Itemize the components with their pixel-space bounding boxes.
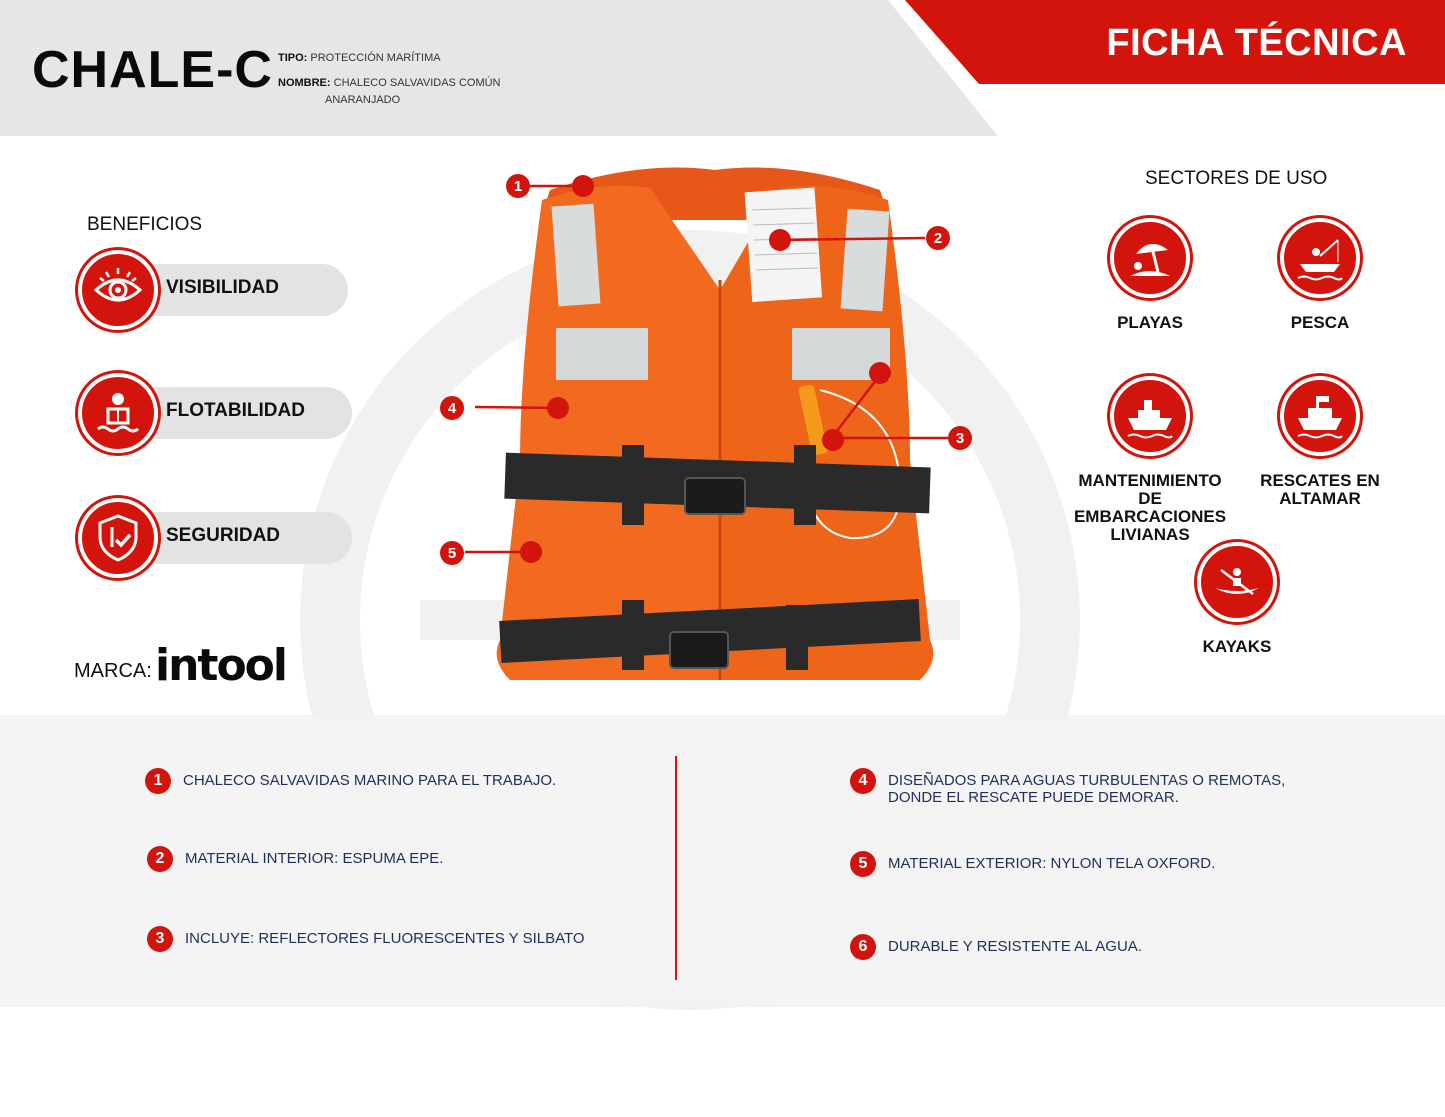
feature-text: DISEÑADOS PARA AGUAS TURBULENTAS O REMOTAS, DONDE EL RESCATE PUEDE DEMORAR. — [888, 772, 1286, 806]
feature-text: DURABLE Y RESISTENTE AL AGUA. — [888, 938, 1142, 955]
model-code: CHALE-C — [32, 41, 273, 99]
feature-item-3 — [147, 930, 635, 952]
feature-number: 5 — [850, 851, 876, 877]
sector-label-line: DE EMBARCACIONES — [1073, 489, 1227, 526]
feature-text: MATERIAL EXTERIOR: NYLON TELA OXFORD. — [888, 855, 1216, 872]
sector-label-line: RESCATES EN — [1260, 471, 1380, 490]
feature-number: 3 — [147, 926, 173, 952]
sector-fishing — [1230, 218, 1410, 332]
feature-text: MATERIAL INTERIOR: ESPUMA EPE. — [185, 850, 444, 867]
fishing-boat-icon — [1280, 218, 1360, 298]
vest-marker-5: 5 — [440, 541, 464, 565]
ship-icon — [1110, 376, 1190, 456]
vest-marker-3: 3 — [948, 426, 972, 450]
vest-marker-1: 1 — [506, 174, 530, 198]
sector-label — [1060, 472, 1240, 544]
sector-label-line: ALTAMAR — [1279, 489, 1361, 508]
feature-number: 6 — [850, 934, 876, 960]
sector-label — [1230, 472, 1410, 508]
sector-offshore-rescue — [1230, 376, 1410, 508]
name-value: CHALECO SALVAVIDAS COMÚN — [333, 77, 501, 89]
name-value-continued: ANARANJADO — [325, 94, 401, 106]
kayak-icon — [1197, 542, 1277, 622]
feature-item-4 — [850, 772, 1338, 806]
vest-marker-4: 4 — [440, 396, 464, 420]
feature-item-1 — [145, 772, 633, 794]
sector-label: KAYAKS — [1202, 637, 1272, 656]
features-divider — [675, 756, 677, 980]
name-line — [278, 77, 501, 89]
brand-logo: intool — [155, 640, 286, 691]
feature-number: 4 — [850, 768, 876, 794]
brand-label: MARCA: — [74, 660, 152, 682]
shield-check-icon — [78, 498, 158, 578]
sector-beaches — [1060, 218, 1240, 332]
feature-item-2 — [147, 850, 635, 872]
feature-text: CHALECO SALVAVIDAS MARINO PARA EL TRABAJO. — [183, 772, 557, 789]
sector-label-line: MANTENIMIENTO — [1078, 471, 1222, 490]
sector-label-line: LIVIANAS — [1110, 525, 1190, 544]
benefit-safety — [78, 498, 318, 578]
lifevest-person-icon — [78, 373, 158, 453]
beach-umbrella-icon — [1110, 218, 1190, 298]
sector-vessel-maintenance — [1060, 376, 1240, 544]
sector-label: PESCA — [1290, 313, 1350, 332]
feature-item-5 — [850, 855, 1338, 877]
benefits-title: BENEFICIOS — [87, 214, 203, 235]
life-vest-image — [480, 160, 950, 700]
benefit-label: VISIBILIDAD — [166, 277, 279, 298]
type-label: TIPO: — [278, 52, 308, 64]
sector-label: PLAYAS — [1117, 313, 1183, 332]
vest-marker-2: 2 — [926, 226, 950, 250]
type-value: PROTECCIÓN MARÍTIMA — [310, 52, 441, 64]
benefit-label: SEGURIDAD — [166, 525, 281, 546]
sectors-title: SECTORES DE USO — [1145, 168, 1328, 189]
benefit-label: FLOTABILIDAD — [166, 400, 305, 421]
eye-icon — [78, 250, 158, 330]
feature-text: INCLUYE: REFLECTORES FLUORESCENTES Y SILBATO — [185, 930, 585, 947]
benefit-visibility — [78, 250, 318, 330]
sheet-title: FICHA TÉCNICA — [1106, 22, 1407, 64]
benefit-flotation — [78, 373, 318, 453]
feature-number: 1 — [145, 768, 171, 794]
type-line — [278, 52, 441, 64]
sector-kayaks — [1147, 542, 1327, 656]
feature-number: 2 — [147, 846, 173, 872]
rescue-boat-icon — [1280, 376, 1360, 456]
name-label: NOMBRE: — [278, 77, 331, 89]
feature-item-6 — [850, 938, 1338, 960]
